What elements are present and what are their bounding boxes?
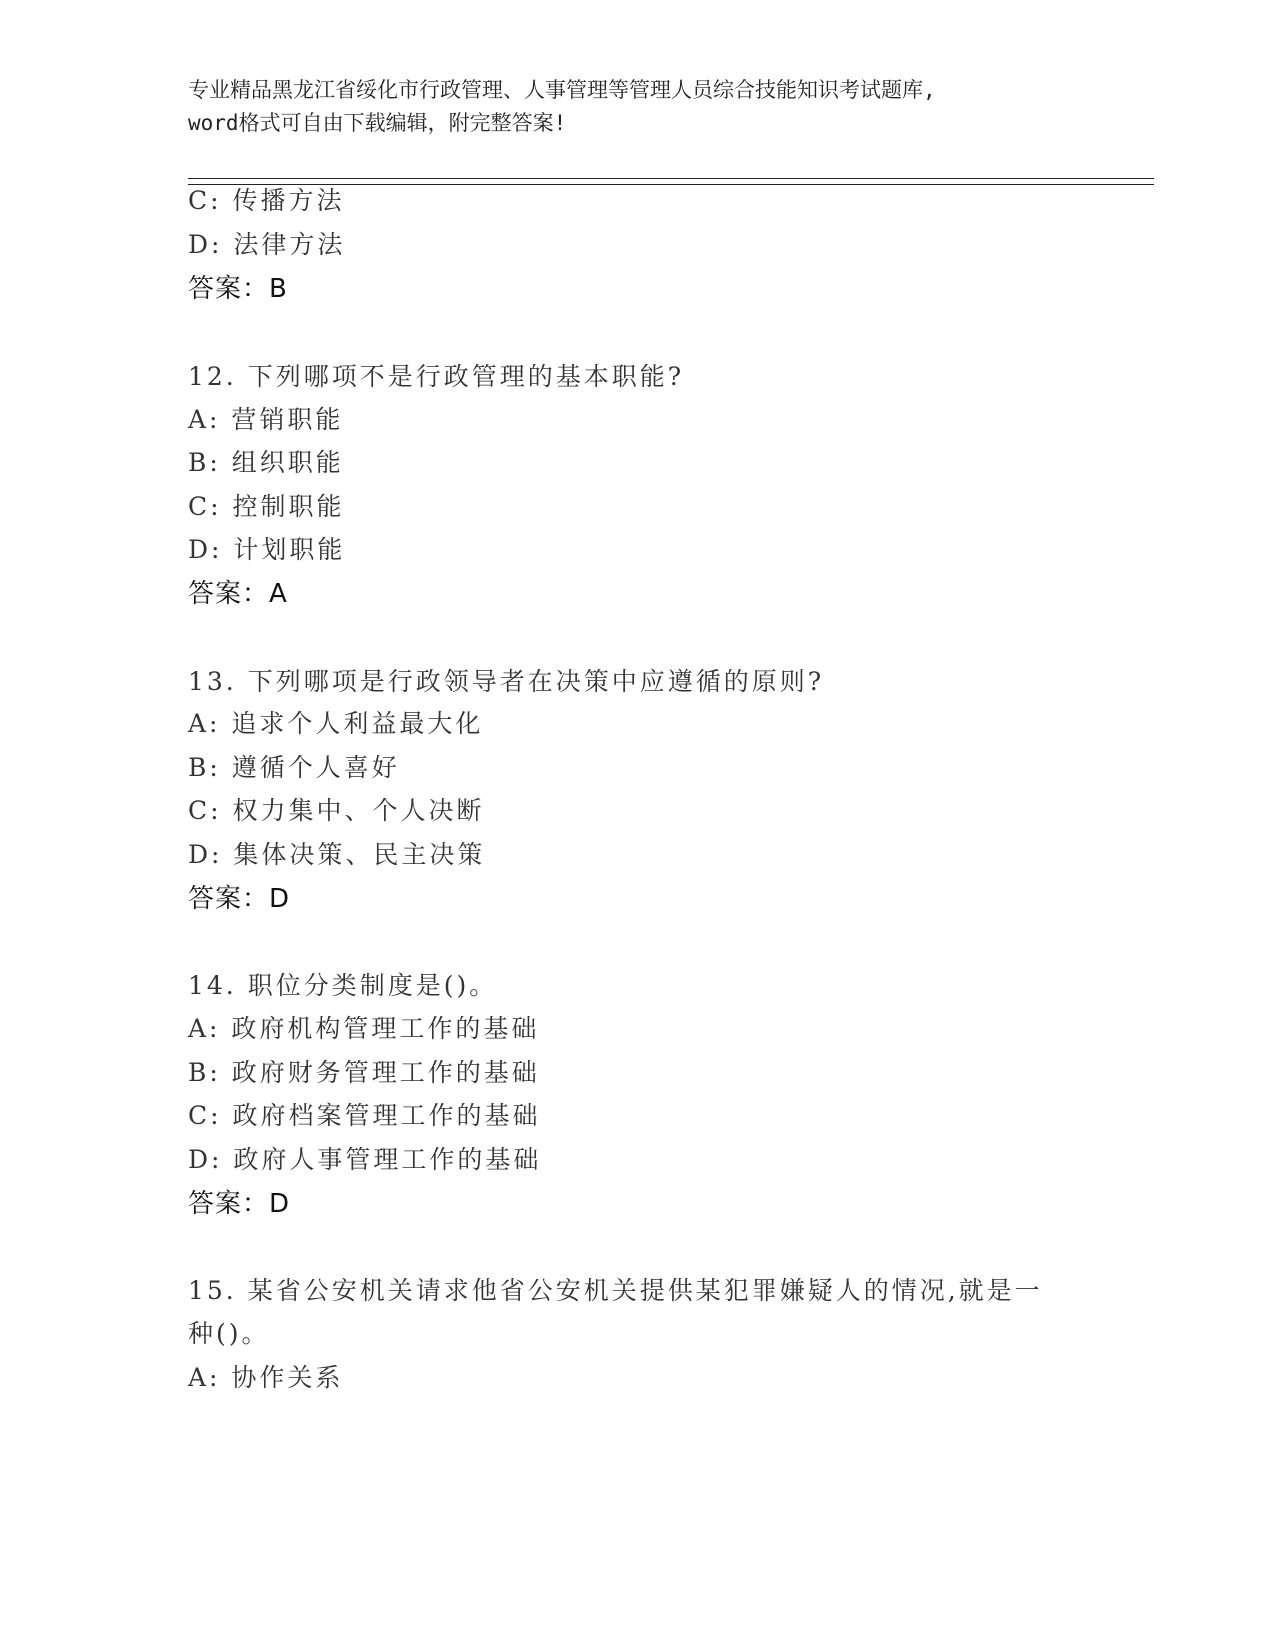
option-a: A: 营销职能 [188,405,344,434]
option-d: D: 政府人事管理工作的基础 [188,1145,542,1174]
option-c: C: 权力集中、个人决断 [188,796,485,825]
question-15: 15. 某省公安机关请求他省公安机关提供某犯罪嫌疑人的情况,就是一 [188,1276,1043,1305]
option-b: B: 遵循个人喜好 [188,753,400,782]
option-a: A: 政府机构管理工作的基础 [188,1014,540,1043]
option-d: D: 计划职能 [188,535,346,564]
answer: 答案：D [188,1189,291,1219]
option-a: A: 追求个人利益最大化 [188,709,484,738]
header-line-2: word格式可自由下载编辑，附完整答案! [188,111,567,135]
question-12: 12. 下列哪项不是行政管理的基本职能? [188,362,685,391]
option-c: C: 控制职能 [188,492,345,521]
option-d: D: 法律方法 [188,230,346,259]
option-c: C: 传播方法 [188,186,345,215]
option-b: B: 组织职能 [188,448,344,477]
question-15-continued: 种()。 [188,1319,270,1348]
header-divider-top [188,178,1154,179]
question-13: 13. 下列哪项是行政领导者在决策中应遵循的原则? [188,667,825,696]
answer: 答案：A [188,579,288,609]
option-c: C: 政府档案管理工作的基础 [188,1101,541,1130]
option-a: A: 协作关系 [188,1363,344,1392]
option-b: B: 政府财务管理工作的基础 [188,1058,540,1087]
option-d: D: 集体决策、民主决策 [188,840,486,869]
answer: 答案：D [188,884,291,914]
answer: 答案：B [188,274,288,304]
document-header [188,74,1088,140]
header-line-1: 专业精品黑龙江省绥化市行政管理、人事管理等管理人员综合技能知识考试题库, [188,78,936,102]
question-14: 14. 职位分类制度是()。 [188,971,498,1000]
header-divider-bottom [188,184,1154,185]
